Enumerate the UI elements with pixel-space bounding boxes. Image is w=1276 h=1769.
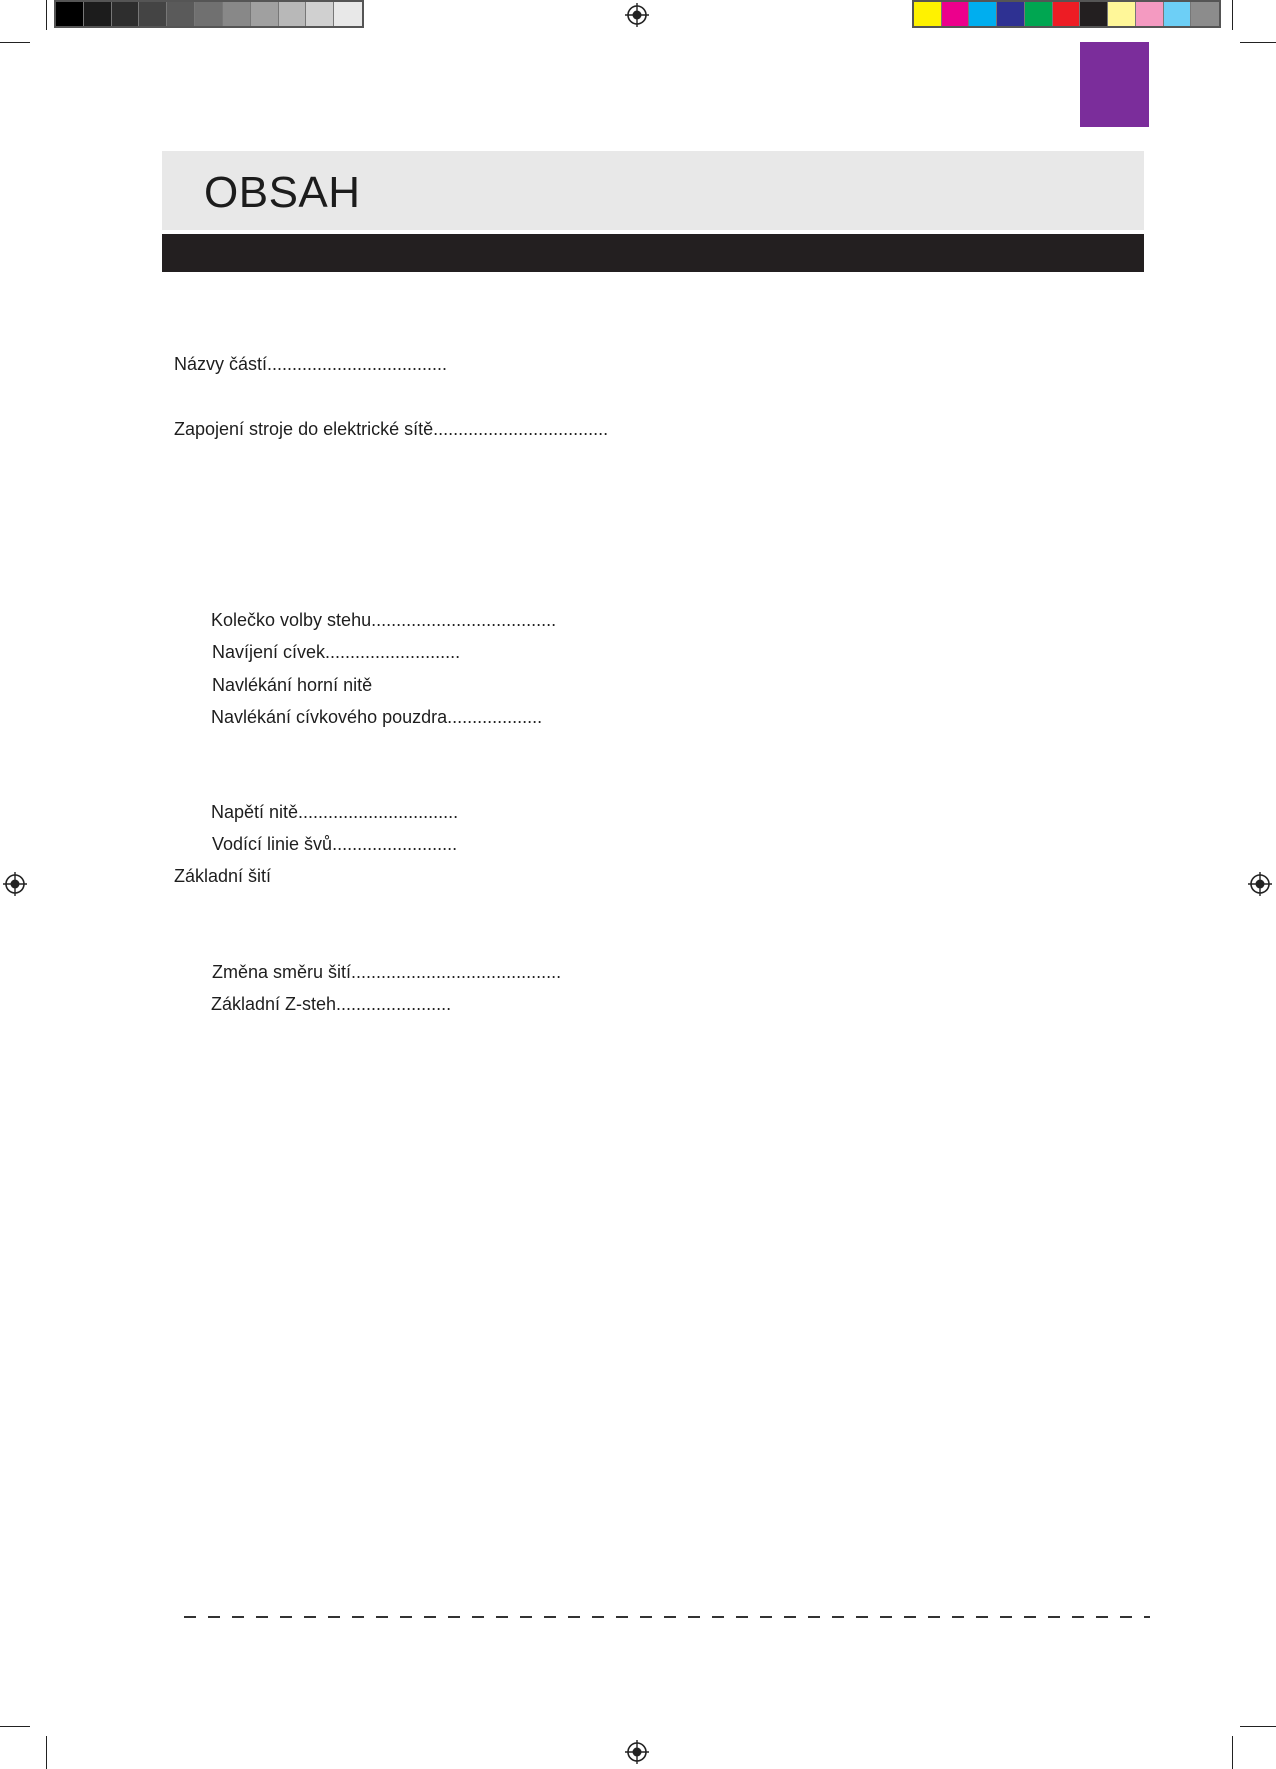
toc-entry: Navlékání horní nitě <box>212 675 373 695</box>
light-cyan-swatch <box>1164 2 1192 26</box>
light-yellow-swatch <box>1108 2 1136 26</box>
green-swatch <box>1025 2 1053 26</box>
toc-entry: Vodící linie švů......................... <box>212 834 458 854</box>
gray-swatch <box>56 2 84 26</box>
gray-swatch <box>112 2 140 26</box>
trim-mark <box>0 1726 30 1727</box>
gray-swatch <box>251 2 279 26</box>
black-swatch <box>1080 2 1108 26</box>
page-title: OBSAH <box>204 168 361 217</box>
chapter-tab-marker <box>1080 42 1149 127</box>
trim-mark <box>1232 0 1233 30</box>
dashed-cut-line <box>184 1616 1150 1618</box>
toc-entry: Zapojení stroje do elektrické sítě................................... <box>174 419 609 439</box>
toc-entry: Navíjení cívek........................... <box>212 642 461 662</box>
trim-mark <box>46 0 47 30</box>
blue-swatch <box>997 2 1025 26</box>
title-band <box>162 151 1144 230</box>
toc-entry: Kolečko volby stehu..................................... <box>211 610 557 630</box>
toc-entry: Navlékání cívkového pouzdra................... <box>211 707 543 727</box>
grayscale-color-bar <box>54 0 364 28</box>
trim-mark <box>1232 1736 1233 1769</box>
pink-swatch <box>1136 2 1164 26</box>
registration-mark-icon <box>1248 872 1272 896</box>
yellow-swatch <box>914 2 942 26</box>
gray-swatch <box>279 2 307 26</box>
registration-mark-icon <box>625 3 649 27</box>
toc-entry: Napětí nitě................................ <box>211 802 459 822</box>
toc-entry: Základní šití <box>174 866 272 886</box>
gray-swatch <box>167 2 195 26</box>
gray-swatch <box>1191 2 1219 26</box>
gray-swatch <box>84 2 112 26</box>
red-swatch <box>1053 2 1081 26</box>
cyan-swatch <box>969 2 997 26</box>
gray-swatch <box>334 2 362 26</box>
trim-mark <box>0 42 30 43</box>
toc-entry: Změna směru šití.......................................... <box>212 962 562 982</box>
trim-mark <box>46 1736 47 1769</box>
trim-mark <box>1240 42 1276 43</box>
toc-entry: Základní Z-steh....................... <box>211 994 452 1014</box>
title-underline-bar <box>162 234 1144 272</box>
gray-swatch <box>195 2 223 26</box>
gray-swatch <box>139 2 167 26</box>
gray-swatch <box>223 2 251 26</box>
gray-swatch <box>306 2 334 26</box>
magenta-swatch <box>942 2 970 26</box>
toc-entry: Názvy částí.................................... <box>174 354 448 374</box>
registration-mark-icon <box>3 872 27 896</box>
trim-mark <box>1240 1726 1276 1727</box>
process-color-bar <box>912 0 1221 28</box>
registration-mark-icon <box>625 1740 649 1764</box>
